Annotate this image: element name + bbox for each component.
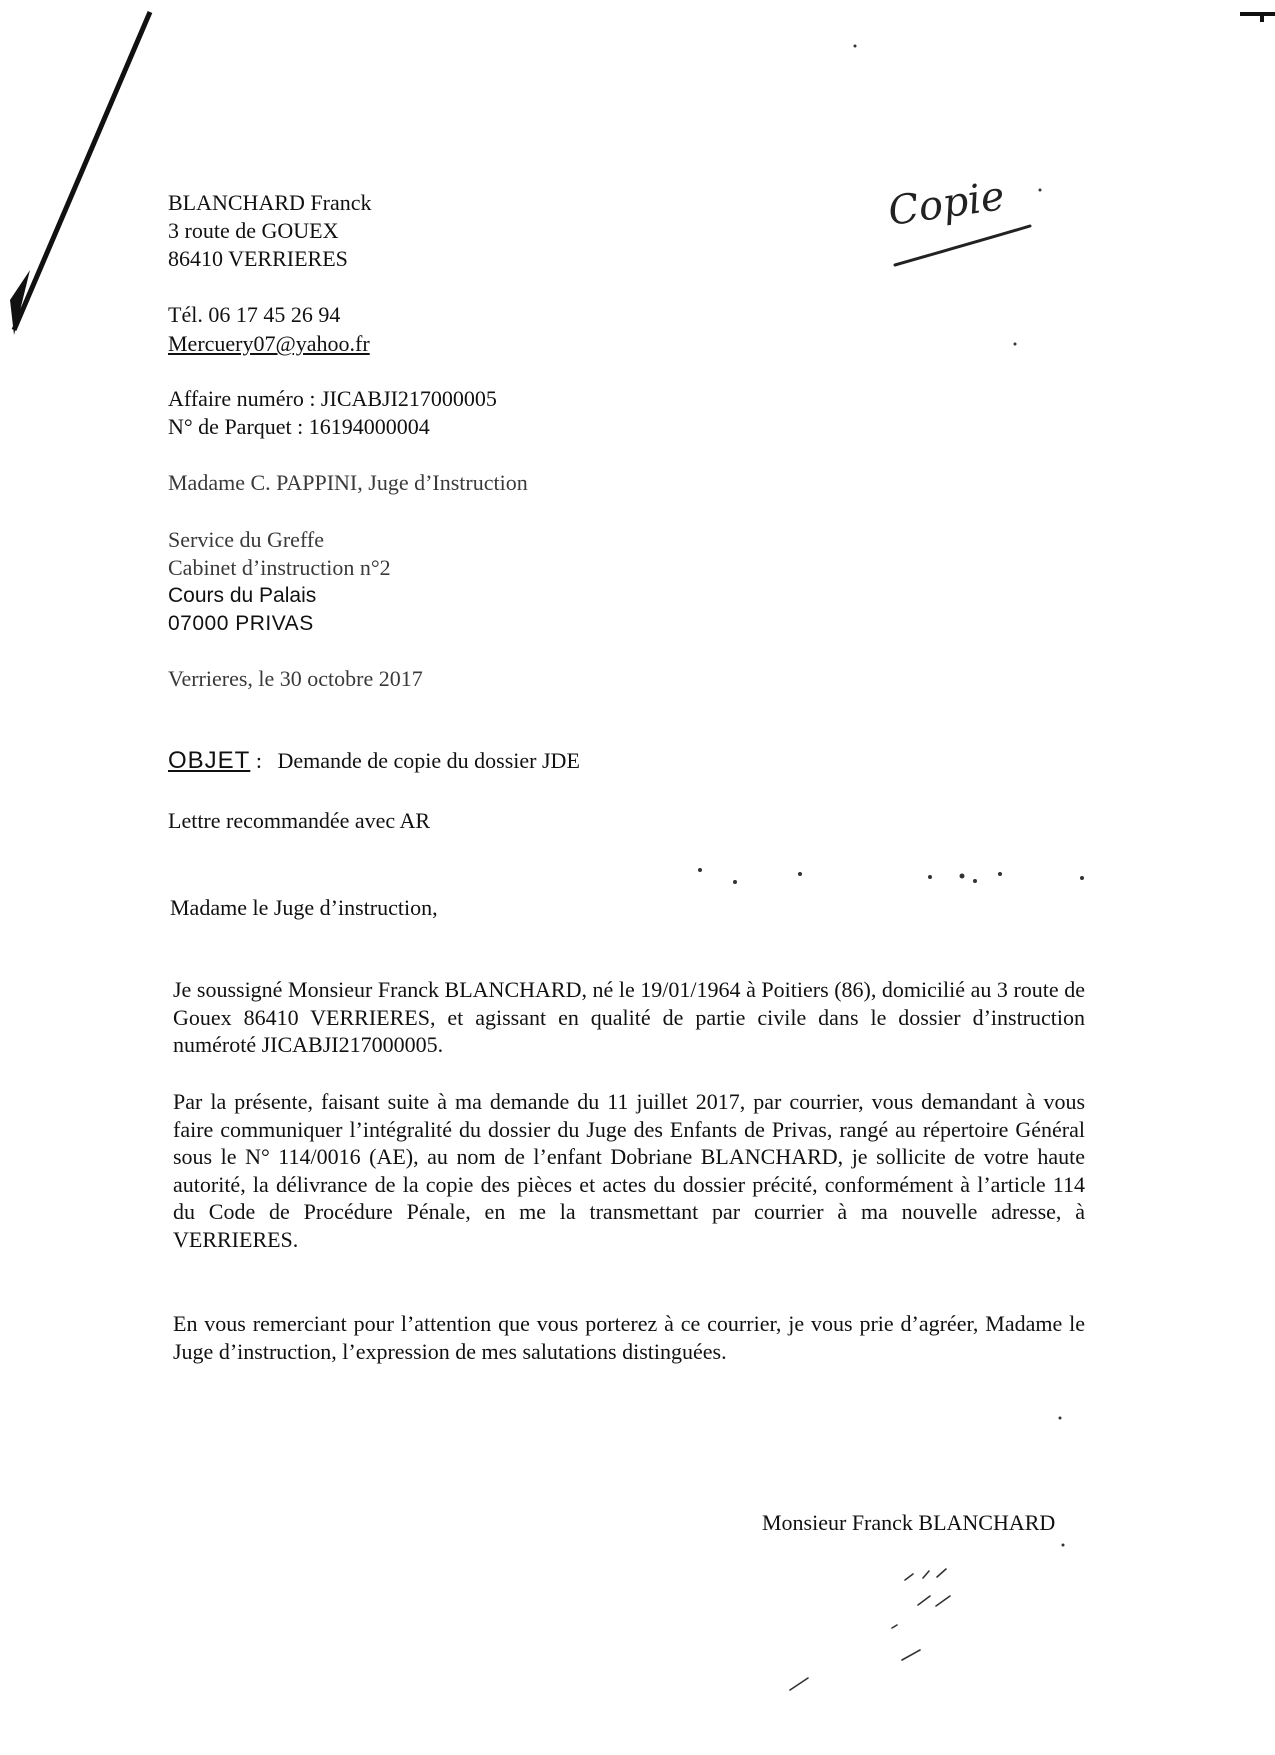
- salutation: Madame le Juge d’instruction,: [170, 895, 438, 920]
- parquet-number: N° de Parquet : 16194000004: [168, 414, 430, 439]
- sender-address-line1: 3 route de GOUEX: [168, 218, 339, 243]
- sender-address-line2: 86410 VERRIERES: [168, 246, 348, 271]
- scan-corner-mark: [1240, 14, 1275, 22]
- recipient-judge: Madame C. PAPPINI, Juge d’Instruction: [168, 470, 528, 495]
- signature-name: Monsieur Franck BLANCHARD: [762, 1510, 1056, 1535]
- signature-scribble: [790, 1569, 950, 1690]
- sender-email: Mercuery07@yahoo.fr: [168, 331, 370, 356]
- recipient-cabinet: Cabinet d’instruction n°2: [168, 555, 391, 580]
- object-separator: :: [255, 748, 262, 773]
- body-paragraph-1: Je soussigné Monsieur Franck BLANCHARD, né le 19/01/1964 à Poitiers (86), domicilié au 3 route de Gouex 86410 VERRIERES, et agissant en qualité de partie civile dans le dossier d’instruction numéroté JICABJI217000005.: [173, 977, 1085, 1057]
- scan-edge-wedge: [10, 270, 30, 335]
- annotation-underline: [895, 226, 1030, 265]
- object-line: [168, 748, 580, 774]
- recipient-street: Cours du Palais: [168, 584, 317, 607]
- handwritten-annotation: Copie: [885, 173, 1008, 235]
- case-number: Affaire numéro : JICABJI217000005: [168, 386, 497, 411]
- object-text: Demande de copie du dossier JDE: [277, 748, 580, 773]
- scan-edge-stroke: [14, 12, 150, 330]
- body-paragraph-3: En vous remerciant pour l’attention que vous porterez à ce courrier, je vous prie d’agréer, Madame le Juge d’instruction, l’expression de mes salutations distinguées.: [173, 1311, 1085, 1364]
- sender-name: BLANCHARD Franck: [168, 190, 372, 215]
- recipient-service: Service du Greffe: [168, 527, 324, 552]
- recipient-city: 07000 PRIVAS: [168, 612, 314, 635]
- place-date: Verrieres, le 30 octobre 2017: [168, 666, 423, 691]
- sender-phone: Tél. 06 17 45 26 94: [168, 302, 341, 327]
- body-paragraph-2: Par la présente, faisant suite à ma demande du 11 juillet 2017, par courrier, vous demandant à vous faire communiquer l’intégralité du dossier du Juge des Enfants de Privas, rangé au répertoire Général sous le N° 114/0016 (AE), au nom de l’enfant Dobriane BLANCHARD, je sollicite de votre haute autorité, la délivrance de la copie des pièces et actes du dossier précité, conformément à l’article 114 du Code de Procédure Pénale, en me la transmettant par courrier à ma nouvelle adresse, à VERRIERES.: [173, 1089, 1085, 1252]
- object-label: OBJET: [168, 747, 251, 774]
- delivery-mode: Lettre recommandée avec AR: [168, 808, 431, 833]
